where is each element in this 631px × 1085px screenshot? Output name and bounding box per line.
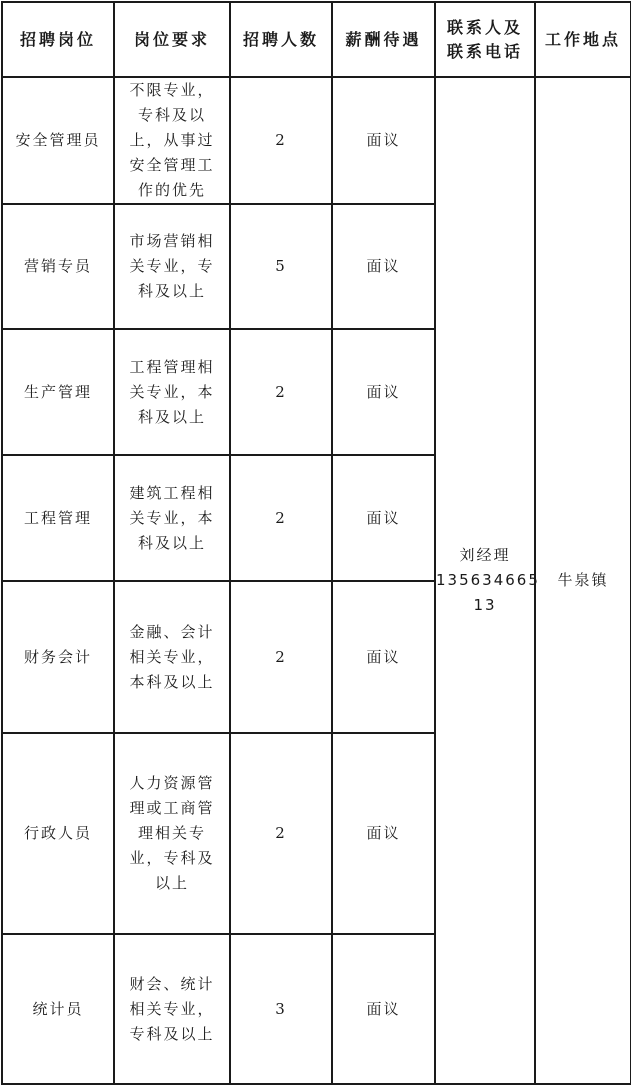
contact-phone-line2: 13 [473,596,497,614]
cell-requirement: 不限专业， 专科及以 上，从事过 安全管理工 作的优先 [114,77,230,204]
cell-requirement: 工程管理相 关专业，本 科及以上 [114,329,230,455]
cell-count: 2 [230,329,332,455]
cell-position: 财务会计 [2,581,114,733]
cell-position: 生产管理 [2,329,114,455]
cell-count: 2 [230,455,332,581]
contact-phone-line1: 135634665 [436,571,540,589]
cell-salary: 面议 [332,934,435,1084]
header-contact-line2: 联系电话 [446,41,523,61]
cell-salary: 面议 [332,329,435,455]
header-count: 招聘人数 [230,2,332,77]
cell-count: 2 [230,77,332,204]
cell-salary: 面议 [332,733,435,934]
cell-salary: 面议 [332,455,435,581]
cell-position: 行政人员 [2,733,114,934]
header-row [2,2,631,77]
header-position: 招聘岗位 [2,2,114,77]
header-salary: 薪酬待遇 [332,2,435,77]
cell-salary: 面议 [332,77,435,204]
cell-position: 工程管理 [2,455,114,581]
cell-salary: 面议 [332,204,435,329]
cell-requirement: 金融、会计 相关专业， 本科及以上 [114,581,230,733]
cell-position: 营销专员 [2,204,114,329]
cell-count: 5 [230,204,332,329]
contact-name: 刘经理 [459,546,511,564]
header-contact [435,2,535,77]
header-location: 工作地点 [535,2,631,77]
cell-requirement: 人力资源管 理或工商管 理相关专 业，专科及 以上 [114,733,230,934]
cell-location: 牛泉镇 [535,77,631,1084]
cell-requirement: 财会、统计 相关专业， 专科及以上 [114,934,230,1084]
cell-contact [435,77,540,1084]
cell-count: 2 [230,581,332,733]
cell-position: 安全管理员 [2,77,114,204]
header-contact-line1: 联系人及 [446,17,523,37]
cell-count: 3 [230,934,332,1084]
cell-position: 统计员 [2,934,114,1084]
cell-salary: 面议 [332,581,435,733]
cell-count: 2 [230,733,332,934]
cell-requirement: 建筑工程相 关专业，本 科及以上 [114,455,230,581]
cell-requirement: 市场营销相 关专业，专 科及以上 [114,204,230,329]
header-requirement: 岗位要求 [114,2,230,77]
table-row [2,77,631,204]
recruitment-table [1,1,631,1085]
